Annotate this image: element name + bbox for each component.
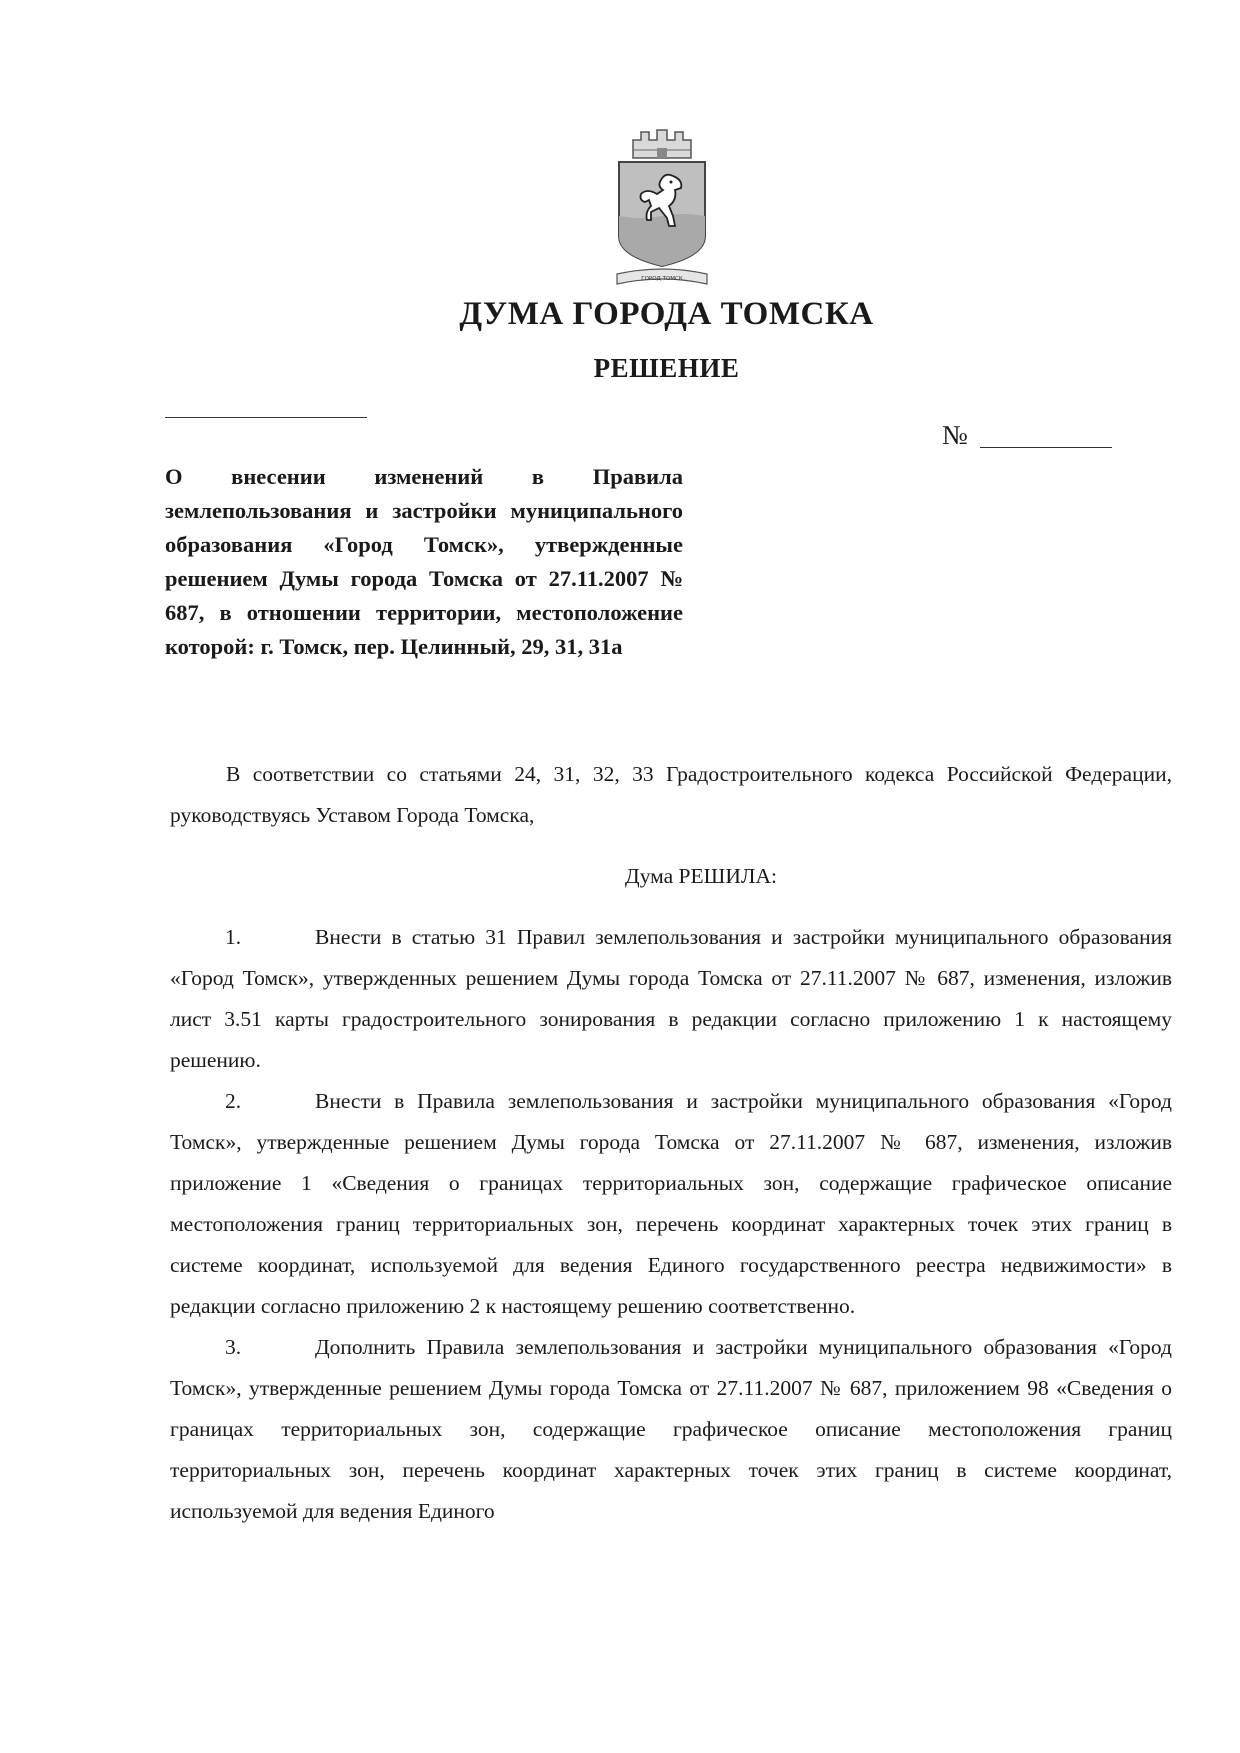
decision-subject: О внесении изменений в Правила землепользования и застройки муниципального образования «Город Томск», утвержденные решением Думы города Томска от 27.11.2007 № 687, в отношении территории, местоположение которой: г. Томск, пер. Целинный, 29, 31, 31а bbox=[165, 464, 683, 659]
decision-item bbox=[170, 1081, 1172, 1327]
decision-number-field bbox=[942, 420, 1112, 456]
item-number: 2. bbox=[225, 1089, 242, 1113]
decision-item bbox=[170, 1327, 1172, 1532]
item-text: Внести в статью 31 Правил землепользования и застройки муниципального образования «Город Томск», утвержденных решением Думы города Томска от 27.11.2007 № 687, изменения, изложив лист 3.51 карты градостроительного зонирования в редакции согласно приложению 1 к настоящему решению. bbox=[170, 925, 1172, 1072]
resolved-heading: Дума РЕШИЛА: bbox=[625, 864, 777, 888]
item-number: 1. bbox=[225, 925, 242, 949]
item-number: 3. bbox=[225, 1335, 242, 1359]
coat-of-arms-emblem bbox=[611, 128, 713, 286]
preamble-paragraph: В соответствии со статьями 24, 31, 32, 33 Градостроительного кодекса Российской Федерации, руководствуясь Уставом Города Томска, bbox=[170, 762, 1172, 827]
date-blank-line bbox=[165, 417, 367, 418]
document-body bbox=[170, 754, 1172, 1532]
item-text: Внести в Правила землепользования и застройки муниципального образования «Город Томск», утвержденные решением Думы города Томска от 27.11.2007 № 687, изменения, изложив приложение 1 «Сведения о границах территориальных зон, содержащие графическое описание местоположения границ территориальных зон, перечень координат характерных точек этих границ в системе координат, используемой для ведения Единого государственного реестра недвижимости» в редакции согласно приложению 2 к настоящему решению соответственно. bbox=[170, 1089, 1172, 1318]
item-text: Дополнить Правила землепользования и застройки муниципального образования «Город Томск», утвержденные решением Думы города Томска от 27.11.2007 № 687, приложением 98 «Сведения о границах территориальных зон, содержащие графическое описание местоположения границ территориальных зон, перечень координат характерных точек этих границ в системе координат, используемой для ведения Единого bbox=[170, 1335, 1172, 1523]
svg-text:ГОРОД ТОМСК: ГОРОД ТОМСК bbox=[641, 276, 683, 282]
council-title: ДУМА ГОРОДА ТОМСКА bbox=[459, 296, 874, 332]
tomsk-coat-of-arms-icon bbox=[611, 128, 713, 286]
document-type-title: РЕШЕНИЕ bbox=[593, 353, 740, 383]
number-sign: № bbox=[942, 420, 968, 450]
number-blank-line bbox=[980, 447, 1112, 448]
decision-item bbox=[170, 917, 1172, 1081]
